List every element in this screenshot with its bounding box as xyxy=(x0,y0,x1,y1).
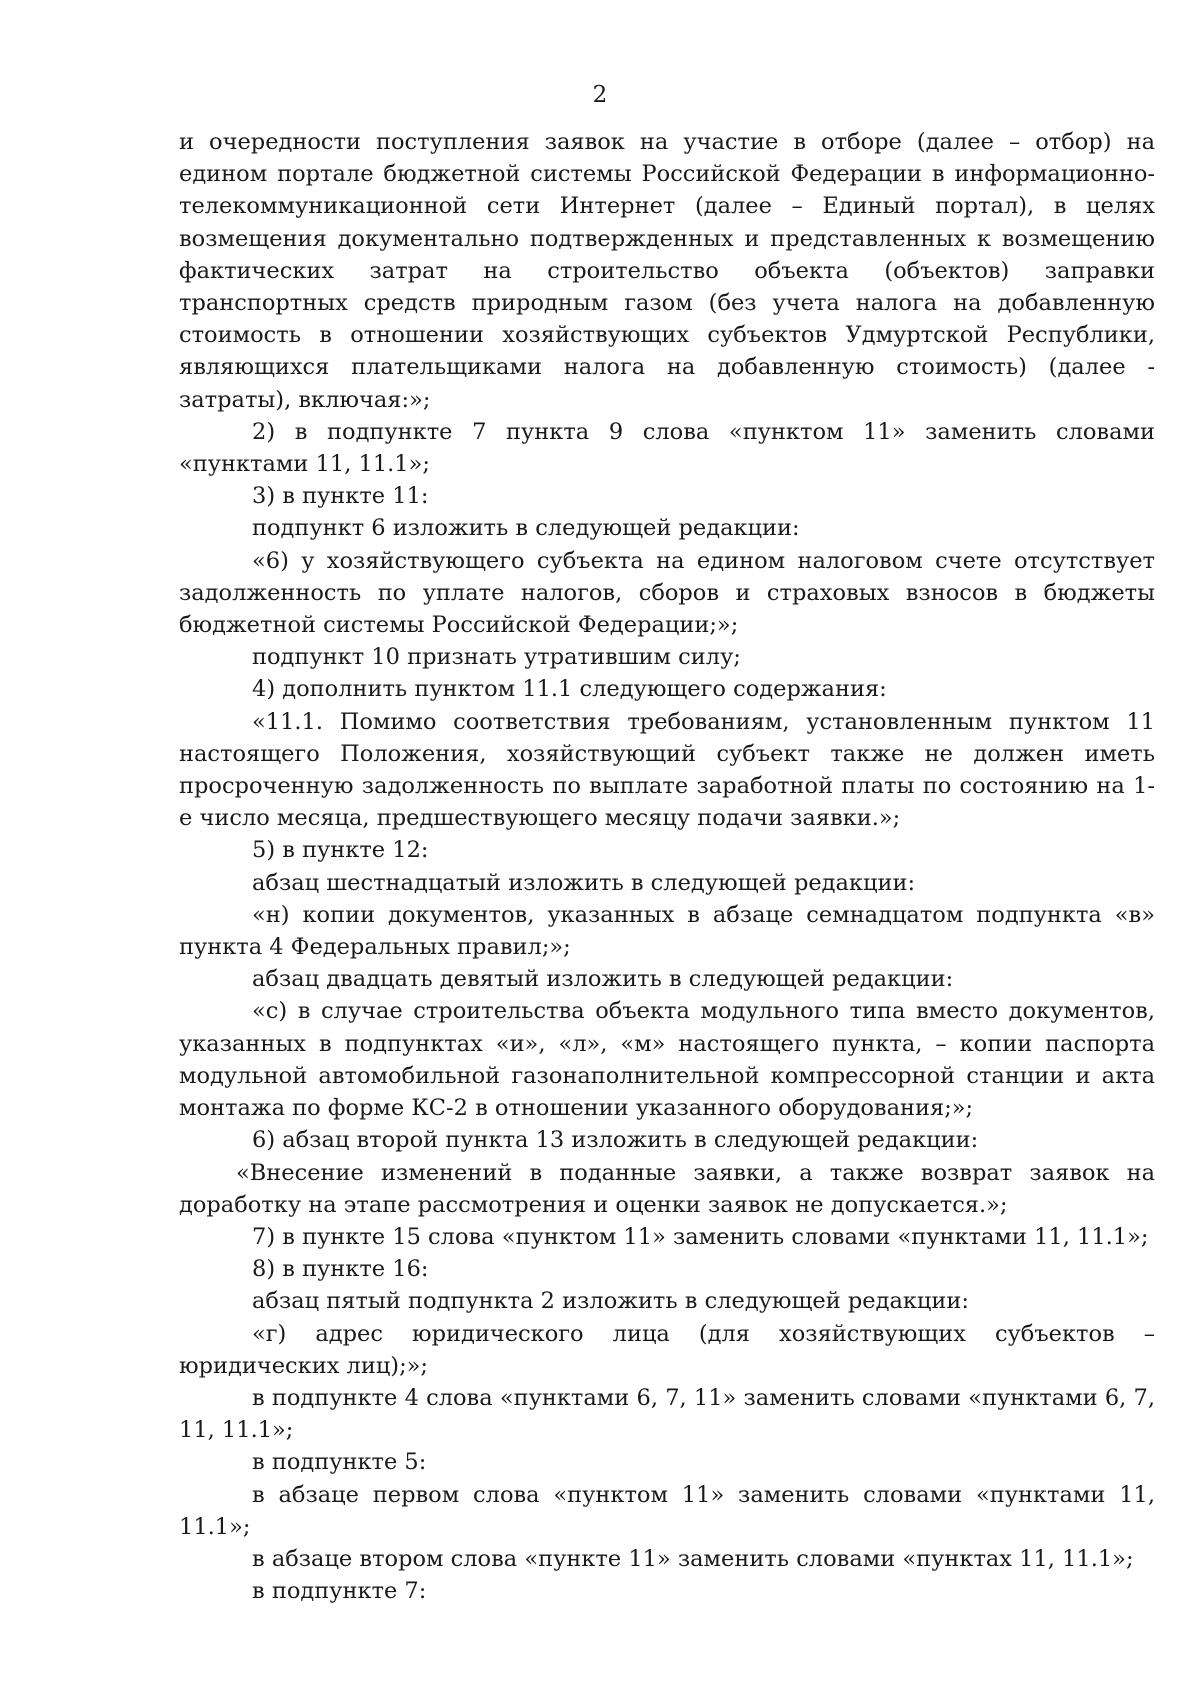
paragraph: в подпункте 5: xyxy=(252,1449,427,1476)
paragraph: 4) дополнить пунктом 11.1 следующего содержания: xyxy=(252,676,887,703)
paragraph: абзац пятый подпункта 2 изложить в следующей редакции: xyxy=(252,1288,969,1315)
paragraph: 2) в подпункте 7 пункта 9 слова «пунктом 11» заменить словами «пунктами 11, 11.1»; xyxy=(179,418,1155,478)
paragraph: «г) адрес юридического лица (для хозяйствующих субъектов – юридических лиц);»; xyxy=(179,1320,1155,1379)
paragraph: в абзаце первом слова «пунктом 11» заменить словами «пунктами 11, 11.1»; xyxy=(179,1481,1155,1540)
paragraph: 7) в пункте 15 слова «пунктом 11» заменить словами «пунктами 11, 11.1»; xyxy=(252,1223,1149,1250)
paragraph: «11.1. Помимо соответствия требованиям, установленным пунктом 11 настоящего Положения, хозяйствующий субъект также не должен иметь просроченную задолженность по выплате заработной платы по состоянию на 1-е число месяца, предшествующего месяцу подачи заявки.»; xyxy=(179,708,1155,832)
paragraph: подпункт 10 признать утратившим силу; xyxy=(252,644,741,671)
page-number: 2 xyxy=(592,82,608,108)
paragraph: 8) в пункте 16: xyxy=(252,1256,429,1283)
paragraph: 3) в пункте 11: xyxy=(252,483,429,510)
paragraph: абзац двадцать девятый изложить в следующей редакции: xyxy=(252,966,954,993)
paragraph: в подпункте 7: xyxy=(252,1578,427,1605)
paragraph: «с) в случае строительства объекта модульного типа вместо документов, указанных в подпунктах «и», «л», «м» настоящего пункта, – копии паспорта модульной автомобильной газонаполнительной компрессорной станции и акта монтажа по форме КС-2 в отношении указанного оборудования;»; xyxy=(179,998,1155,1122)
paragraph: 5) в пункте 12: xyxy=(252,837,429,864)
paragraph: и очередности поступления заявок на участие в отборе (далее – отбор) на едином портале бюджетной системы Российской Федерации в информационно-телекоммуникационной сети Интернет (далее – Единый портал), в целях возмещения документально подтвержденных и представленных к возмещению фактических затрат на строительство объекта (объектов) заправки транспортных средств природным газом (без учета налога на добавленную стоимость в отношении хозяйствующих субъектов Удмуртской Республики, являющихся плательщиками налога на добавленную стоимость) (далее - затраты), включая:»; xyxy=(179,129,1155,413)
paragraph: в абзаце втором слова «пункте 11» заменить словами «пунктах 11, 11.1»; xyxy=(252,1545,1134,1572)
paragraph: «н) копии документов, указанных в абзаце семнадцатом подпункта «в» пункта 4 Федеральных правил;»; xyxy=(179,901,1155,961)
paragraph: «Внесение изменений в поданные заявки, а также возврат заявок на доработку на этапе рассмотрения и оценки заявок не допускается.»; xyxy=(179,1159,1155,1218)
paragraph: абзац шестнадцатый изложить в следующей редакции: xyxy=(252,869,916,896)
paragraph: 6) абзац второй пункта 13 изложить в следующей редакции: xyxy=(252,1127,979,1154)
paragraph: подпункт 6 изложить в следующей редакции: xyxy=(252,515,800,542)
paragraph: «6) у хозяйствующего субъекта на едином налоговом счете отсутствует задолженность по уплате налогов, сборов и страховых взносов в бюджеты бюджетной системы Российской Федерации;»; xyxy=(179,547,1155,639)
document-body xyxy=(179,126,1155,1607)
paragraph: в подпункте 4 слова «пунктами 6, 7, 11» заменить словами «пунктами 6, 7, 11, 11.1»; xyxy=(179,1384,1155,1444)
